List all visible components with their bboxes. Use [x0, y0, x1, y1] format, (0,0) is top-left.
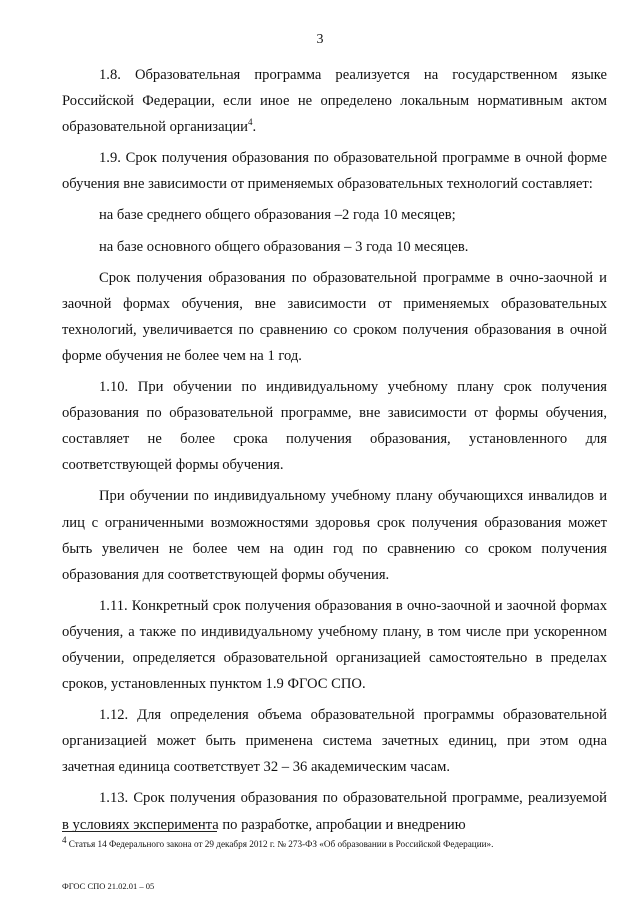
- paragraph-disabled-students: При обучении по индивидуальному учебному плану обучающихся инвалидов и лиц с ограниченными возможностями здоровья срок получения образования может быть увеличен не более чем на один год по сравнению со сроком получения образования для соответствующей формы обучения.: [62, 488, 607, 583]
- footnote-divider: [62, 831, 217, 832]
- paragraph-1-11: 1.11. Конкретный срок получения образования в очно-заочной и заочной формах обучения, а также по индивидуальному учебному плану, в том числе при ускоренном обучении, определяется образовательной организацией самостоятельно в пределах сроков, установленных пунктом 1.9 ФГОС СПО.: [62, 597, 607, 693]
- paragraph-1-12: 1.12. Для определения объема образовательной программы образовательной организацией может быть применена система зачетных единиц, при этом одна зачетная единица соответствует 32 – 36 академическим часам.: [62, 707, 607, 776]
- paragraph-1-9: 1.9. Срок получения образования по образовательной программе в очной форме обучения вне зависимости от применяемых образовательных технологий составляет:: [62, 150, 607, 193]
- footnote-marker: 4: [62, 834, 67, 845]
- paragraph-basic-base: на базе основного общего образования – 3 года 10 месяцев.: [99, 238, 469, 255]
- footnote: [62, 834, 607, 850]
- paragraph-1-10: 1.10. При обучении по индивидуальному учебному плану срок получения образования по образовательной программе, вне зависимости от формы обучения, составляет не более срока получения образования, установленного для соответствующей формы обучения.: [62, 379, 607, 474]
- footnote-text: Статья 14 Федерального закона от 29 декабря 2012 г. № 273-ФЗ «Об образовании в Российской Федерации».: [68, 839, 494, 849]
- paragraph-part-time: Срок получения образования по образовательной программе в очно-заочной и заочной формах обучения, вне зависимости от применяемых образовательных технологий, увеличивается по сравнению со сроком получения образования в очной форме обучения не более чем на 1 год.: [62, 269, 607, 364]
- paragraph-1-13: 1.13. Срок получения образования по образовательной программе, реализуемой в условиях эксперимента по разработке, апробации и внедрению: [62, 790, 607, 833]
- paragraph-1-8: 1.8. Образовательная программа реализуется на государственном языке Российской Федерации, если иное не определено локальным нормативным актом образовательной организации$^4$.: [62, 67, 607, 136]
- body-text: [62, 62, 607, 843]
- paragraph-secondary-base: на базе среднего общего образования –2 года 10 месяцев;: [99, 207, 456, 224]
- footer-document-code: ФГОС СПО 21.02.01 – 05: [62, 881, 155, 891]
- footnote-ref: 4: [247, 117, 253, 128]
- page-number: 3: [316, 32, 324, 47]
